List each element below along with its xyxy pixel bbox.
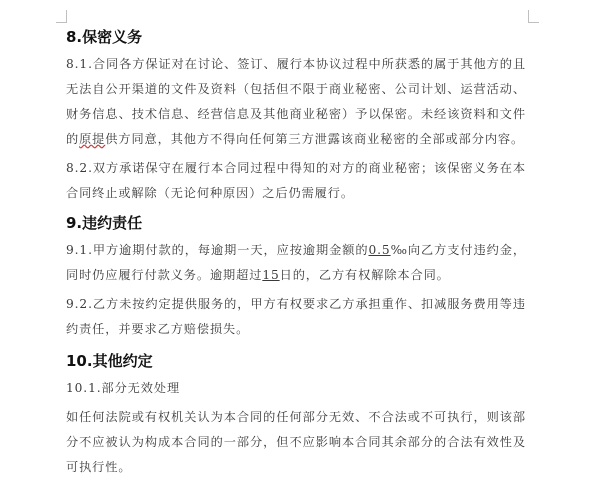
clause-8-1-text: 8.1.合同各方保证对在讨论、签订、履行本协议过程中所获悉的属于其他方的且无法自公开渠道的文件及资料（包括但不限于商业秘密、公司计划、运营活动、财务信息、技术信息、经营信息及其他商业秘密）予以保密。未经该资料和文件的 bbox=[66, 57, 526, 146]
clause-9-1-text: 9.1.甲方逾期付款的，每逾期一天，应按逾期金额的 bbox=[66, 243, 369, 257]
clause-9-1 bbox=[66, 238, 526, 288]
spelling-flag: 原提 bbox=[79, 132, 106, 146]
clause-10-1-body: 如任何法院或有权机关认为本合同的任何部分无效、不合法或不可执行，则该部分不应被认为构成本合同的一部分，但不应影响本合同其余部分的合法有效性及可执行性。 bbox=[66, 410, 526, 474]
section-10-heading: 10.其他约定 bbox=[66, 352, 153, 370]
clause-8-1-text-end: 供方同意，其他方不得向任何第三方泄露该商业秘密的全部或部分内容。 bbox=[105, 132, 525, 146]
page-corner-mark-left bbox=[56, 10, 67, 23]
clause-9-2: 9.2.乙方未按约定提供服务的，甲方有权要求乙方承担重作、扣减服务费用等违约责任，并要求乙方赔偿损失。 bbox=[66, 297, 526, 336]
document-body[interactable] bbox=[66, 26, 526, 480]
clause-8-1 bbox=[66, 52, 526, 152]
clause-9-1-text-mid: ‰向乙方支付违约金，同时仍应履行付款义务。逾期超过 bbox=[66, 243, 526, 282]
clause-10-1-heading: 10.1.部分无效处理 bbox=[66, 381, 181, 395]
overdue-days-field: 15 bbox=[262, 268, 280, 282]
section-8-heading: 8.保密义务 bbox=[66, 28, 143, 46]
page-corner-mark-right bbox=[528, 10, 539, 23]
section-9-heading: 9.违约责任 bbox=[66, 214, 143, 232]
clause-9-1-text-end: 日的，乙方有权解除本合同。 bbox=[279, 268, 450, 282]
clause-8-2: 8.2.双方承诺保守在履行本合同过程中得知的对方的商业秘密；该保密义务在本合同终止或解除（无论何种原因）之后仍需履行。 bbox=[66, 161, 526, 200]
late-fee-rate-field: 0.5 bbox=[368, 243, 391, 257]
